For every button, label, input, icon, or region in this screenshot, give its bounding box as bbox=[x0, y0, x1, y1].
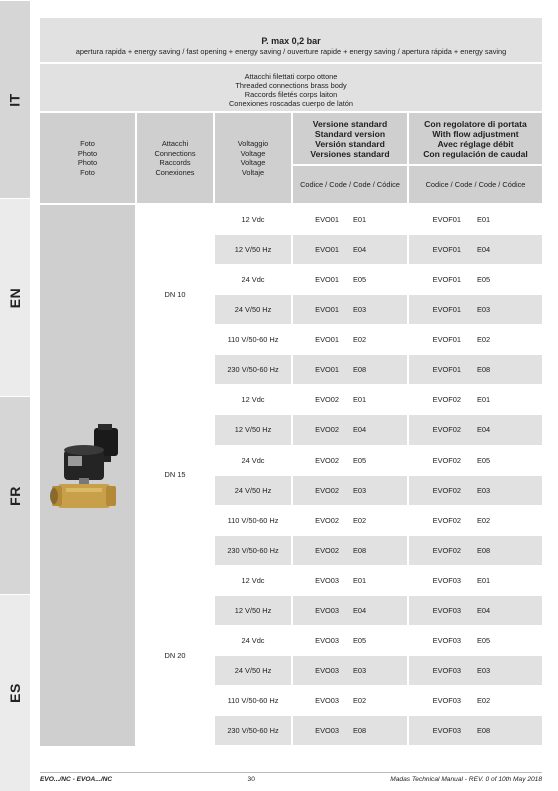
standard-code-cell bbox=[293, 476, 409, 505]
standard-code-cell bbox=[293, 686, 409, 715]
model-code: EVOF02 bbox=[432, 545, 461, 555]
lang-tab-en bbox=[0, 198, 30, 396]
standard-code-cell bbox=[293, 656, 409, 685]
voltage-cell: 24 V/50 Hz bbox=[215, 295, 293, 324]
threads-line: Attacchi filettati corpo ottone bbox=[244, 72, 338, 81]
lang-tab-label: FR bbox=[6, 485, 23, 506]
model-code: EVOF01 bbox=[432, 335, 461, 345]
model-code: EVOF02 bbox=[432, 425, 461, 435]
table-body bbox=[40, 203, 542, 746]
header-text: Conexiones bbox=[155, 167, 195, 177]
table-row bbox=[215, 476, 542, 506]
model-code: EVO02 bbox=[315, 515, 339, 525]
voltage-cell: 24 V/50 Hz bbox=[215, 656, 293, 685]
voltage-suffix: E02 bbox=[353, 515, 367, 525]
model-code: EVOF02 bbox=[432, 485, 461, 495]
standard-code-cell bbox=[293, 536, 409, 565]
voltage-suffix: E02 bbox=[477, 696, 491, 706]
model-code: EVOF01 bbox=[432, 305, 461, 315]
voltage-cell: 24 V/50 Hz bbox=[215, 476, 293, 505]
model-code: EVOF02 bbox=[432, 515, 461, 525]
code-rows bbox=[215, 205, 542, 746]
table-row bbox=[215, 265, 542, 295]
header-text: Con regolatore di portata bbox=[424, 118, 527, 129]
flow-code-cell bbox=[409, 325, 542, 354]
table-header bbox=[40, 113, 542, 203]
model-code: EVO02 bbox=[315, 455, 339, 465]
standard-code-cell bbox=[293, 415, 409, 444]
header-standard-version bbox=[293, 113, 409, 203]
header-text: Versión standard bbox=[315, 138, 385, 149]
table-row bbox=[215, 205, 542, 235]
voltage-suffix: E03 bbox=[477, 485, 491, 495]
voltage-suffix: E05 bbox=[353, 635, 367, 645]
footer-model: EVO.../NC - EVOA.../NC bbox=[40, 776, 113, 783]
model-code: EVOF03 bbox=[432, 665, 461, 675]
standard-code-cell bbox=[293, 596, 409, 625]
table-row bbox=[215, 295, 542, 325]
voltage-suffix: E01 bbox=[353, 575, 367, 585]
voltage-suffix: E08 bbox=[477, 545, 491, 555]
standard-code-cell bbox=[293, 506, 409, 535]
header-text: Con regulación de caudal bbox=[423, 148, 528, 159]
photo-column bbox=[40, 205, 137, 746]
voltage-suffix: E02 bbox=[353, 335, 367, 345]
flow-code-cell bbox=[409, 596, 542, 625]
model-code: EVOF01 bbox=[432, 245, 461, 255]
model-code: EVO01 bbox=[315, 335, 339, 345]
flow-code-cell bbox=[409, 355, 542, 384]
threads-line: Threaded connections brass body bbox=[235, 81, 347, 90]
flow-code-cell bbox=[409, 295, 542, 324]
solenoid-valve-image bbox=[46, 420, 128, 515]
model-code: EVOF01 bbox=[432, 275, 461, 285]
lang-tab-es bbox=[0, 594, 30, 791]
flow-code-cell bbox=[409, 626, 542, 655]
model-code: EVOF03 bbox=[432, 575, 461, 585]
standard-code-cell bbox=[293, 235, 409, 264]
lang-tab-label: IT bbox=[6, 92, 23, 107]
model-code: EVO03 bbox=[315, 665, 339, 675]
connection-dn10: DN 10 bbox=[137, 205, 213, 385]
flow-code-cell bbox=[409, 656, 542, 685]
standard-code-cell bbox=[293, 385, 409, 414]
header-text: Versione standard bbox=[312, 118, 388, 129]
table-row bbox=[215, 716, 542, 746]
voltage-suffix: E04 bbox=[477, 605, 491, 615]
table-row bbox=[215, 385, 542, 415]
standard-code-cell bbox=[293, 626, 409, 655]
header-text: Photo bbox=[77, 158, 98, 167]
header-text: Connections bbox=[154, 148, 196, 158]
voltage-cell: 12 V/50 Hz bbox=[215, 596, 293, 625]
voltage-cell: 24 Vdc bbox=[215, 446, 293, 475]
voltage-suffix: E05 bbox=[477, 635, 491, 645]
lang-tab-fr bbox=[0, 396, 30, 594]
lang-tab-label: EN bbox=[6, 287, 23, 308]
flow-code-cell bbox=[409, 235, 542, 264]
voltage-cell: 230 V/50-60 Hz bbox=[215, 355, 293, 384]
voltage-suffix: E02 bbox=[477, 515, 491, 525]
header-voltage bbox=[215, 113, 293, 203]
voltage-suffix: E04 bbox=[353, 425, 367, 435]
header-text: Voltaggio bbox=[237, 139, 269, 148]
voltage-suffix: E05 bbox=[353, 275, 367, 285]
voltage-suffix: E02 bbox=[477, 335, 491, 345]
pressure-band bbox=[40, 18, 542, 64]
lang-tab-it bbox=[0, 0, 30, 198]
model-code: EVO02 bbox=[315, 395, 339, 405]
voltage-cell: 12 Vdc bbox=[215, 385, 293, 414]
table-row bbox=[215, 566, 542, 596]
voltage-cell: 110 V/50-60 Hz bbox=[215, 686, 293, 715]
model-code: EVOF02 bbox=[432, 395, 461, 405]
product-table bbox=[40, 18, 542, 746]
voltage-suffix: E03 bbox=[353, 485, 367, 495]
voltage-suffix: E05 bbox=[477, 455, 491, 465]
model-code: EVOF01 bbox=[432, 215, 461, 225]
language-rail bbox=[0, 0, 30, 791]
standard-code-cell bbox=[293, 566, 409, 595]
max-pressure: P. max 0,2 bar bbox=[261, 36, 321, 46]
model-code: EVO01 bbox=[315, 245, 339, 255]
model-code: EVO03 bbox=[315, 605, 339, 615]
standard-code-cell bbox=[293, 325, 409, 354]
model-code: EVO03 bbox=[315, 726, 339, 736]
flow-code-cell bbox=[409, 415, 542, 444]
model-code: EVO01 bbox=[315, 275, 339, 285]
header-text: Photo bbox=[77, 148, 98, 158]
code-label: Codice / Code / Code / Códice bbox=[300, 180, 400, 189]
voltage-cell: 12 V/50 Hz bbox=[215, 235, 293, 264]
voltage-suffix: E08 bbox=[353, 726, 367, 736]
flow-code-cell bbox=[409, 566, 542, 595]
model-code: EVO01 bbox=[315, 365, 339, 375]
model-code: EVO03 bbox=[315, 696, 339, 706]
voltage-suffix: E03 bbox=[353, 305, 367, 315]
flow-code-cell bbox=[409, 205, 542, 234]
table-row bbox=[215, 536, 542, 566]
voltage-cell: 12 Vdc bbox=[215, 566, 293, 595]
voltage-suffix: E03 bbox=[477, 665, 491, 675]
connections-column bbox=[137, 205, 215, 746]
model-code: EVO01 bbox=[315, 215, 339, 225]
footer-manual: Madas Technical Manual - REV. 0 of 10th May 2018 bbox=[390, 776, 542, 783]
voltage-suffix: E08 bbox=[477, 726, 491, 736]
voltage-suffix: E04 bbox=[353, 605, 367, 615]
model-code: EVOF03 bbox=[432, 605, 461, 615]
table-row bbox=[215, 446, 542, 476]
connection-dn15: DN 15 bbox=[137, 385, 213, 565]
lang-tab-label: ES bbox=[7, 683, 23, 703]
flow-code-cell bbox=[409, 476, 542, 505]
flow-code-cell bbox=[409, 716, 542, 745]
table-row bbox=[215, 596, 542, 626]
operating-modes: apertura rapida + energy saving / fast opening + energy saving / ouverture rapide + energy saving / apertura rápida + energy saving bbox=[75, 47, 507, 56]
header-text: Foto bbox=[80, 139, 95, 148]
voltage-suffix: E05 bbox=[477, 275, 491, 285]
header-text: Voltage bbox=[240, 158, 266, 167]
table-row bbox=[215, 325, 542, 355]
page-footer bbox=[40, 772, 542, 786]
standard-code-cell bbox=[293, 446, 409, 475]
flow-code-cell bbox=[409, 506, 542, 535]
model-code: EVO02 bbox=[315, 425, 339, 435]
standard-code-cell bbox=[293, 355, 409, 384]
header-text: Foto bbox=[80, 167, 95, 177]
flow-code-cell bbox=[409, 686, 542, 715]
model-code: EVO01 bbox=[315, 305, 339, 315]
standard-code-cell bbox=[293, 205, 409, 234]
voltage-cell: 12 V/50 Hz bbox=[215, 415, 293, 444]
header-connections bbox=[137, 113, 215, 203]
table-row bbox=[215, 415, 542, 445]
voltage-cell: 24 Vdc bbox=[215, 265, 293, 294]
voltage-suffix: E01 bbox=[477, 215, 491, 225]
voltage-suffix: E08 bbox=[353, 545, 367, 555]
voltage-cell: 110 V/50-60 Hz bbox=[215, 506, 293, 535]
standard-code-cell bbox=[293, 265, 409, 294]
page-number: 30 bbox=[247, 776, 255, 783]
header-text: Raccords bbox=[159, 158, 191, 167]
header-text: With flow adjustment bbox=[432, 128, 519, 139]
header-text: Voltaje bbox=[241, 167, 265, 177]
table-row bbox=[215, 686, 542, 716]
table-row bbox=[215, 355, 542, 385]
header-text: Versiones standard bbox=[310, 148, 390, 159]
threads-line: Raccords filetés corps laiton bbox=[244, 90, 338, 99]
model-code: EVOF01 bbox=[432, 365, 461, 375]
model-code: EVO03 bbox=[315, 635, 339, 645]
voltage-cell: 230 V/50-60 Hz bbox=[215, 716, 293, 745]
table-row bbox=[215, 656, 542, 686]
flow-code-cell bbox=[409, 446, 542, 475]
voltage-suffix: E01 bbox=[353, 395, 367, 405]
standard-code-cell bbox=[293, 295, 409, 324]
flow-code-cell bbox=[409, 265, 542, 294]
voltage-suffix: E02 bbox=[353, 696, 367, 706]
voltage-suffix: E01 bbox=[477, 395, 491, 405]
threads-line: Conexiones roscadas cuerpo de latón bbox=[228, 99, 354, 108]
voltage-suffix: E05 bbox=[353, 455, 367, 465]
table-row bbox=[215, 235, 542, 265]
model-code: EVO02 bbox=[315, 545, 339, 555]
table-row bbox=[215, 626, 542, 656]
voltage-suffix: E08 bbox=[477, 365, 491, 375]
standard-code-cell bbox=[293, 716, 409, 745]
model-code: EVO03 bbox=[315, 575, 339, 585]
voltage-suffix: E01 bbox=[353, 215, 367, 225]
flow-code-cell bbox=[409, 536, 542, 565]
voltage-suffix: E03 bbox=[353, 665, 367, 675]
voltage-cell: 12 Vdc bbox=[215, 205, 293, 234]
header-text: Standard version bbox=[314, 128, 386, 139]
model-code: EVO02 bbox=[315, 485, 339, 495]
voltage-cell: 24 Vdc bbox=[215, 626, 293, 655]
flow-code-cell bbox=[409, 385, 542, 414]
code-label: Codice / Code / Code / Códice bbox=[425, 180, 526, 189]
connection-dn20: DN 20 bbox=[137, 566, 213, 746]
model-code: EVOF03 bbox=[432, 635, 461, 645]
model-code: EVOF03 bbox=[432, 726, 461, 736]
voltage-suffix: E08 bbox=[353, 365, 367, 375]
header-text: Voltage bbox=[240, 148, 266, 158]
header-text: Attacchi bbox=[161, 139, 189, 148]
model-code: EVOF03 bbox=[432, 696, 461, 706]
threads-band bbox=[40, 64, 542, 113]
voltage-suffix: E04 bbox=[477, 425, 491, 435]
header-flow-adjustment bbox=[409, 113, 542, 203]
voltage-cell: 110 V/50-60 Hz bbox=[215, 325, 293, 354]
voltage-suffix: E04 bbox=[353, 245, 367, 255]
voltage-suffix: E03 bbox=[477, 305, 491, 315]
header-photo bbox=[40, 113, 137, 203]
voltage-suffix: E04 bbox=[477, 245, 491, 255]
model-code: EVOF02 bbox=[432, 455, 461, 465]
voltage-suffix: E01 bbox=[477, 575, 491, 585]
table-row bbox=[215, 506, 542, 536]
header-text: Avec réglage débit bbox=[437, 138, 514, 149]
voltage-cell: 230 V/50-60 Hz bbox=[215, 536, 293, 565]
